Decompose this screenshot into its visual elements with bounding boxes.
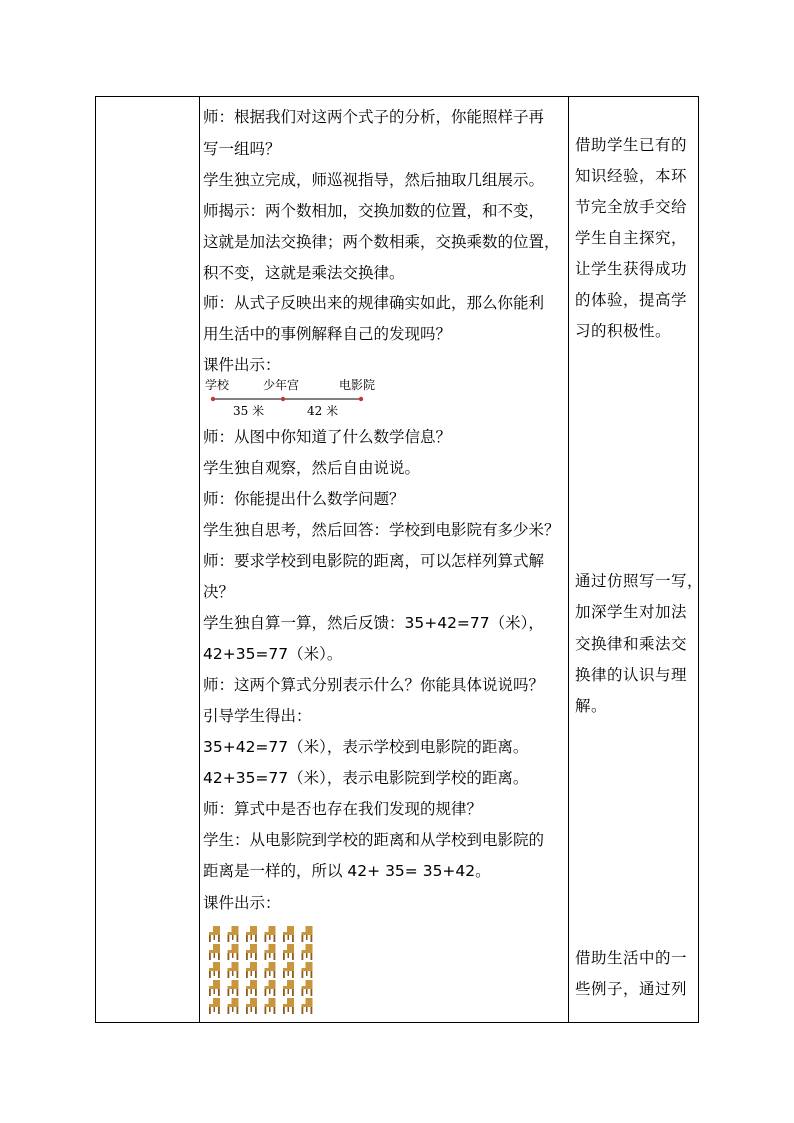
text-line: 距离是一样的，所以 42+ 35= 35+42。: [203, 862, 491, 880]
chair-icon: [302, 998, 313, 1014]
chair-icon: [302, 980, 313, 996]
text-line: 学生独自观察，然后自由说说。: [203, 459, 421, 477]
chair-icon: [228, 944, 239, 960]
text-line: 课件出示：: [203, 894, 281, 912]
text-line: 师：算式中是否也存在我们发现的规律？: [203, 800, 483, 818]
chair-icon: [228, 998, 239, 1014]
chair-icon: [302, 944, 313, 960]
chair-icon: [302, 926, 313, 942]
text-line: 42+35=77（米），表示电影院到学校的距离。: [203, 769, 529, 787]
chair-icon: [209, 980, 220, 996]
chair-icon: [228, 980, 239, 996]
point-youth-palace: [281, 397, 285, 401]
chair-icon: [209, 944, 220, 960]
chair-icon: [246, 962, 257, 978]
note-line: 的体验，提高学: [575, 291, 688, 309]
text-line: 写一组吗？: [203, 140, 281, 158]
column-divider: [568, 97, 569, 1022]
text-line: 师：从图中你知道了什么数学信息？: [203, 428, 452, 446]
point-school: [211, 397, 215, 401]
diagram-label-cinema: 电影院: [339, 379, 376, 392]
note-line: 学生自主探究，: [575, 229, 688, 247]
point-cinema: [359, 397, 363, 401]
note-line: 节完全放手交给: [575, 198, 688, 216]
chair-icon: [283, 944, 294, 960]
text-line: 学生：从电影院到学校的距离和从学校到电影院的: [203, 831, 545, 849]
text-line: 42+35=77（米）。: [203, 645, 343, 663]
column-divider: [199, 97, 200, 1022]
text-line: 师：这两个算式分别表示什么？你能具体说说吗？: [203, 676, 545, 694]
note-line: 些例子，通过列: [575, 980, 688, 998]
text-line: 学生独自思考，然后回答：学校到电影院有多少米？: [203, 521, 560, 539]
diagram-label-school: 学校: [205, 379, 230, 392]
diagram-label-youth-palace: 少年宫: [263, 379, 300, 392]
text-line: 师：从式子反映出来的规律确实如此，那么你能利: [203, 294, 545, 312]
chair-icon: [246, 998, 257, 1014]
chair-icon: [265, 980, 276, 996]
note-line: 交换律和乘法交: [575, 635, 688, 653]
text-line: 学生独立完成，师巡视指导，然后抽取几组展示。: [203, 171, 545, 189]
text-line: 决？: [203, 583, 235, 601]
chair-icon: [209, 926, 220, 942]
chair-icon: [228, 962, 239, 978]
chair-icon: [265, 998, 276, 1014]
chair-icon: [283, 998, 294, 1014]
text-line: 师：要求学校到电影院的距离，可以怎样列算式解: [203, 552, 545, 570]
text-line: 师：你能提出什么数学问题？: [203, 490, 405, 508]
chair-icon: [265, 926, 276, 942]
text-line: 师揭示：两个数相加，交换加数的位置，和不变，: [203, 202, 545, 220]
chair-icon: [246, 926, 257, 942]
distance-diagram: [203, 379, 403, 419]
chair-icon: [283, 962, 294, 978]
note-line: 习的积极性。: [575, 322, 672, 340]
note-line: 借助学生已有的: [575, 136, 688, 154]
note-line: 加深学生对加法: [575, 603, 688, 621]
text-line: 35+42=77（米），表示学校到电影院的距离。: [203, 738, 529, 756]
text-line: 用生活中的事例解释自己的发现吗？: [203, 325, 452, 343]
distance-label-35: 35 米: [233, 404, 265, 418]
text-line: 师：根据我们对这两个式子的分析，你能照样子再: [203, 108, 545, 126]
chair-icon: [283, 980, 294, 996]
chair-icon: [265, 944, 276, 960]
chair-icon: [246, 980, 257, 996]
note-line: 通过仿照写一写，: [575, 572, 704, 590]
text-line: 引导学生得出：: [203, 707, 312, 725]
text-line: 这就是加法交换律；两个数相乘，交换乘数的位置，: [203, 233, 560, 251]
text-line: 学生独自算一算，然后反馈：35+42=77（米），: [203, 614, 544, 632]
chair-icon: [209, 962, 220, 978]
note-line: 知识经验，本环: [575, 167, 688, 185]
distance-label-42: 42 米: [307, 404, 339, 418]
note-line: 换律的认识与理: [575, 666, 688, 684]
chair-icon: [265, 962, 276, 978]
text-line: 课件出示：: [203, 356, 281, 374]
chair-icon: [228, 926, 239, 942]
chair-icon: [246, 944, 257, 960]
chair-grid-image: [205, 925, 323, 1017]
text-line: 积不变，这就是乘法交换律。: [203, 264, 405, 282]
note-line: 让学生获得成功: [575, 260, 688, 278]
note-line: 解。: [575, 697, 608, 715]
chair-icon: [302, 962, 313, 978]
chair-icon: [283, 926, 294, 942]
lesson-plan-table: [95, 96, 704, 1023]
chair-icon: [209, 998, 220, 1014]
note-line: 借助生活中的一: [575, 949, 688, 967]
